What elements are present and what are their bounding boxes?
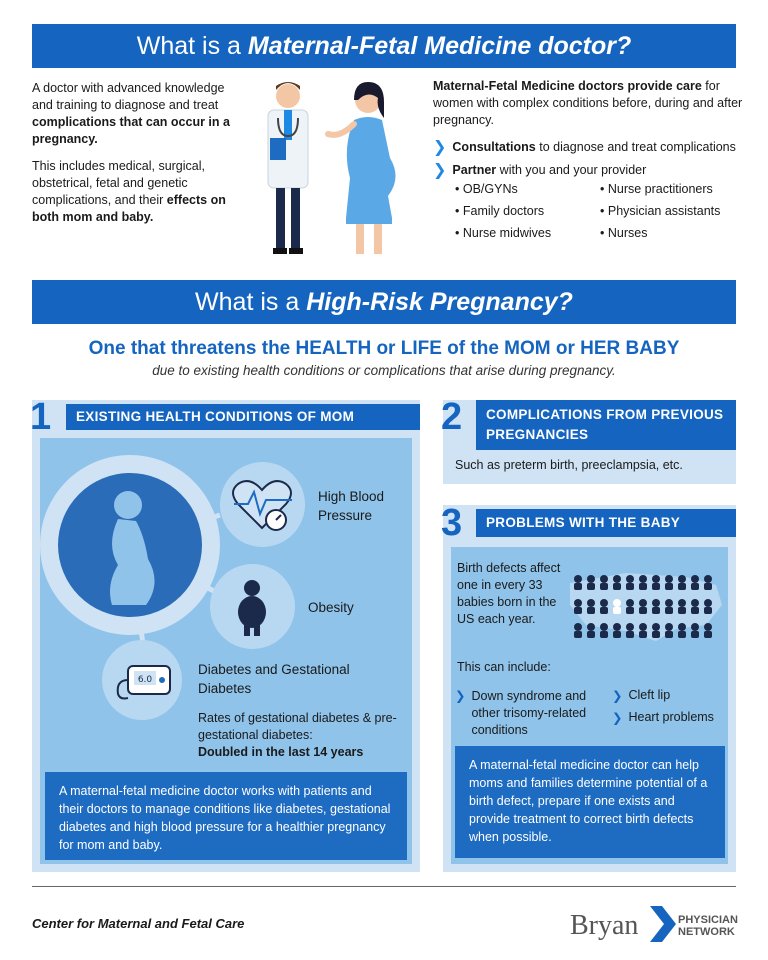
bryan-logo <box>570 898 740 950</box>
section-number-2: 2 <box>441 396 463 438</box>
baby-item-down-syndrome <box>455 688 605 739</box>
section-title-3: PROBLEMS WITH THE BABY <box>476 509 736 537</box>
bullet-partner-rest: with you and your provider <box>496 163 647 177</box>
logo-chevron-icon <box>648 902 678 946</box>
logo-physician-network <box>678 914 738 938</box>
provider-list <box>455 181 743 242</box>
bullet-partner-text <box>452 162 646 179</box>
intro-p1-bold: complications that can occur in a pregnancy. <box>32 115 230 146</box>
baby-item-heart-problems <box>612 710 714 725</box>
section-number-3: 3 <box>441 502 463 544</box>
bullet-partner-bold: Partner <box>452 163 497 177</box>
blood-pressure-circle <box>220 462 305 547</box>
heart-gauge-icon <box>220 462 305 547</box>
diabetes-rates <box>198 710 398 761</box>
bullet-consultations-rest: to diagnose and treat complications <box>535 140 736 154</box>
previous-pregnancies-text: Such as preterm birth, preeclampsia, etc. <box>455 458 683 472</box>
callout-baby: A maternal-fetal medicine doctor can help moms and families determine potential of a birth defect, prepare if one exists and provide treatment to correct birth defects when possible. <box>455 746 725 858</box>
footer-divider <box>32 886 736 887</box>
pregnant-silhouette-icon <box>40 455 220 635</box>
bullet-consultations-text <box>452 139 735 156</box>
baby-item-cleft-lip <box>612 688 670 703</box>
condition-obesity: Obesity <box>308 600 354 615</box>
high-risk-definition: One that threatens the HEALTH or LIFE of the MOM or HER BABY <box>88 338 680 359</box>
intro-right-lead <box>433 78 743 129</box>
high-risk-subtext: due to existing health conditions or complications that arise during pregnancy. <box>152 363 616 378</box>
banner-mfm-bold: Maternal-Fetal Medicine doctor? <box>247 32 632 60</box>
intro-p2-bold: effects on both mom and baby. <box>32 193 226 224</box>
chevron-right-icon: ❯ <box>612 689 623 703</box>
intro-right-lead-bold: Maternal-Fetal Medicine doctors provide care <box>433 79 702 93</box>
provider-item: • Nurse midwives <box>455 225 600 242</box>
banner-high-risk <box>32 280 736 324</box>
birth-defect-stat: Birth defects affect one in every 33 babies born in the US each year. <box>457 561 561 626</box>
intro-right-lead-text: for women with complex conditions before, during and after pregnancy. <box>433 79 743 127</box>
provider-item: • Physician assistants <box>600 203 760 220</box>
banner-high-risk-pre: What is a <box>195 288 307 316</box>
intro-p1 <box>32 80 242 148</box>
bullet-consultations-bold: Consultations <box>452 140 536 154</box>
intro-p2 <box>32 158 242 226</box>
logo-name: Bryan <box>570 910 639 941</box>
obesity-circle <box>210 564 295 649</box>
baby-item-text: Cleft lip <box>628 688 671 702</box>
condition-diabetes: Diabetes and Gestational Diabetes <box>198 662 350 696</box>
chevron-right-icon: ❯ <box>612 711 623 725</box>
bullet-consultations <box>433 139 743 156</box>
intro-right <box>433 78 743 242</box>
provider-item: • Nurse practitioners <box>600 181 760 198</box>
section-number-1: 1 <box>30 396 52 438</box>
obesity-person-icon <box>210 564 295 649</box>
glucose-meter-icon <box>102 640 182 720</box>
us-map-babies-icon <box>566 565 728 643</box>
doctor-and-pregnant-woman-illustration <box>250 78 420 263</box>
provider-item: • Family doctors <box>455 203 600 220</box>
diabetes-rates-bold: Doubled in the last 14 years <box>198 745 364 759</box>
intro-p2-text: This includes medical, surgical, obstetrical, fetal and genetic complications, and their <box>32 159 205 207</box>
section-title-2: COMPLICATIONS FROM PREVIOUS PREGNANCIES <box>476 400 736 450</box>
provider-item: • OB/GYNs <box>455 181 600 198</box>
footer-center-name: Center for Maternal and Fetal Care <box>32 916 245 931</box>
pregnant-silhouette-circle <box>40 455 220 635</box>
baby-item-text: Heart problems <box>628 710 714 724</box>
intro-p1-text: A doctor with advanced knowledge and training to diagnose and treat <box>32 81 225 112</box>
callout-conditions: A maternal-fetal medicine doctor works with patients and their doctors to manage conditions like diabetes, gestational diabetes and high blood pressure for a healthier pregnancy for mom and baby. <box>45 772 407 860</box>
diabetes-rates-text: Rates of gestational diabetes & pre-gestational diabetes: <box>198 711 397 742</box>
doctor-figure <box>268 82 308 254</box>
banner-high-risk-bold: High-Risk Pregnancy? <box>306 288 573 316</box>
provider-item: • Nurses <box>600 225 760 242</box>
glucose-meter-circle <box>102 640 182 720</box>
meter-reading: 6.0 <box>137 675 153 685</box>
baby-item-text: Down syndrome and other trisomy-related conditions <box>471 689 587 737</box>
logo-line1: PHYSICIAN <box>678 914 738 926</box>
banner-mfm <box>32 24 736 68</box>
pregnant-woman-figure <box>328 82 396 254</box>
intro-left <box>32 80 242 236</box>
chevron-right-icon: ❯ <box>433 139 447 156</box>
chevron-right-icon: ❯ <box>455 689 466 703</box>
can-include-label: This can include: <box>457 660 551 674</box>
banner-mfm-pre: What is a <box>136 32 248 60</box>
condition-high-blood-pressure: High Blood Pressure <box>318 489 385 523</box>
section-title-1: EXISTING HEALTH CONDITIONS OF MOM <box>66 404 420 430</box>
chevron-right-icon: ❯ <box>433 162 447 179</box>
bullet-partner <box>433 162 743 179</box>
logo-line2: NETWORK <box>678 926 735 938</box>
